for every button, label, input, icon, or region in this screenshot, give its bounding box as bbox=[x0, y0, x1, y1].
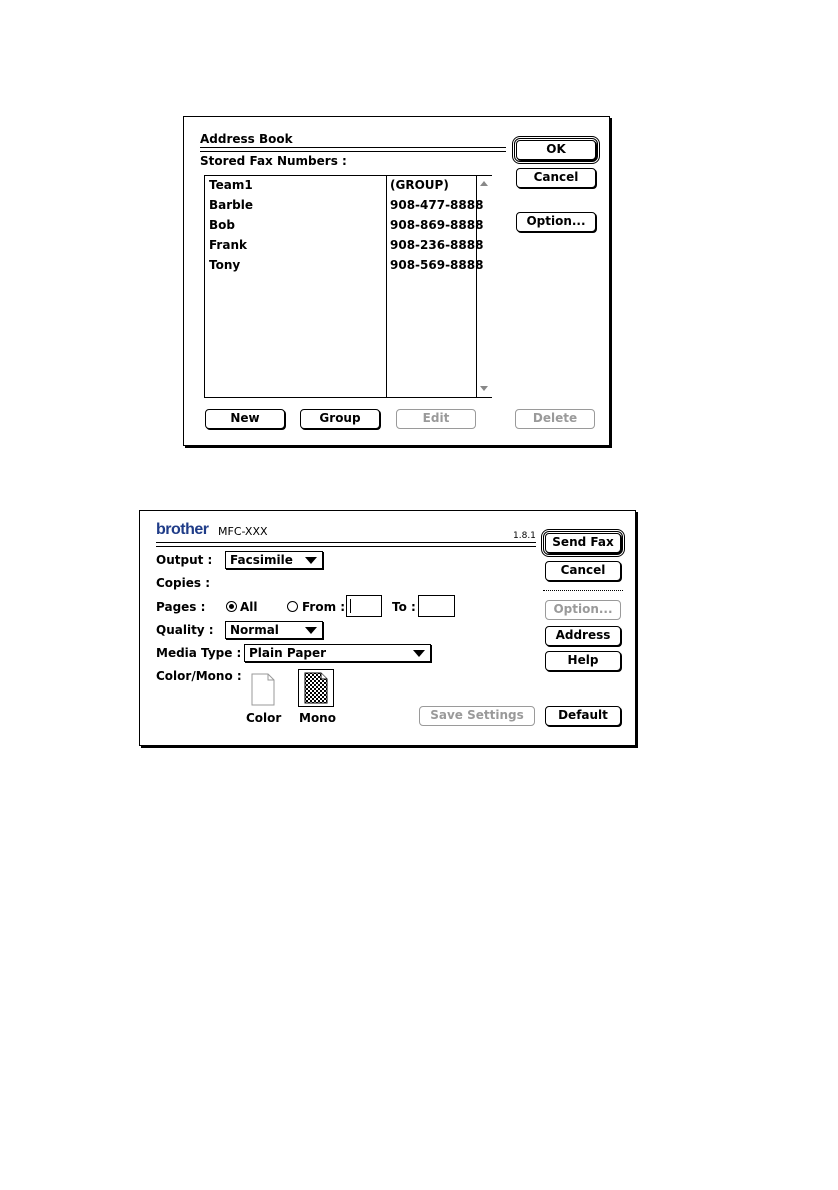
fax-print-dialog bbox=[139, 510, 636, 746]
output-value: Facsimile bbox=[230, 553, 293, 567]
chevron-down-icon bbox=[413, 650, 425, 657]
pages-all-radio[interactable] bbox=[226, 601, 237, 612]
quality-select[interactable] bbox=[225, 621, 323, 639]
fax-number-list[interactable] bbox=[204, 175, 492, 398]
color-option[interactable] bbox=[243, 671, 283, 727]
address-button[interactable]: Address bbox=[545, 626, 621, 646]
pages-label: Pages : bbox=[156, 600, 206, 614]
model-name: MFC-XXX bbox=[218, 525, 268, 538]
pages-from-radio[interactable] bbox=[287, 601, 298, 612]
media-type-label: Media Type : bbox=[156, 646, 242, 660]
copies-label: Copies : bbox=[156, 576, 211, 590]
entry-name: Barble bbox=[209, 198, 254, 212]
cancel-button[interactable]: Cancel bbox=[545, 561, 621, 581]
brand-logo: brother bbox=[156, 521, 209, 538]
media-type-value: Plain Paper bbox=[249, 646, 327, 660]
version-label: 1.8.1 bbox=[513, 531, 536, 541]
option-button[interactable]: Option... bbox=[545, 600, 621, 620]
dialog-title: Address Book bbox=[200, 132, 293, 146]
quality-label: Quality : bbox=[156, 623, 214, 637]
scroll-up-arrow-icon[interactable] bbox=[480, 181, 488, 186]
delete-button[interactable]: Delete bbox=[515, 409, 595, 429]
mono-label: Mono bbox=[299, 711, 336, 725]
ok-button[interactable]: OK bbox=[516, 140, 596, 160]
color-label: Color bbox=[246, 711, 282, 725]
title-divider bbox=[200, 147, 506, 152]
save-settings-button[interactable]: Save Settings bbox=[419, 706, 535, 726]
entry-number: 908-477-8888 bbox=[390, 198, 484, 212]
to-page-field[interactable] bbox=[418, 595, 455, 617]
entry-number: 908-869-8888 bbox=[390, 218, 484, 232]
dotted-separator bbox=[543, 590, 623, 591]
help-button[interactable]: Help bbox=[545, 651, 621, 671]
default-button[interactable]: Default bbox=[545, 706, 621, 726]
chevron-down-icon bbox=[305, 557, 317, 564]
chevron-down-icon bbox=[305, 627, 317, 634]
option-button[interactable]: Option... bbox=[516, 212, 596, 232]
list-row[interactable] bbox=[205, 258, 484, 276]
cancel-button[interactable]: Cancel bbox=[516, 168, 596, 188]
from-page-field[interactable] bbox=[346, 595, 382, 617]
entry-number: (GROUP) bbox=[390, 178, 449, 192]
entry-name: Bob bbox=[209, 218, 235, 232]
output-label: Output : bbox=[156, 553, 213, 567]
group-button[interactable]: Group bbox=[300, 409, 380, 429]
media-type-select[interactable] bbox=[244, 644, 431, 662]
new-button[interactable]: New bbox=[205, 409, 285, 429]
pages-to-label: To : bbox=[392, 600, 416, 614]
send-fax-button[interactable]: Send Fax bbox=[545, 533, 621, 553]
mono-option[interactable] bbox=[296, 669, 336, 727]
text-cursor bbox=[350, 599, 351, 613]
list-row[interactable] bbox=[205, 198, 484, 216]
blank-page-icon bbox=[248, 673, 278, 707]
stored-fax-label: Stored Fax Numbers : bbox=[200, 154, 347, 168]
address-book-dialog bbox=[183, 116, 610, 446]
edit-button[interactable]: Edit bbox=[396, 409, 476, 429]
entry-name: Team1 bbox=[209, 178, 253, 192]
list-row[interactable] bbox=[205, 178, 475, 196]
list-row[interactable] bbox=[205, 218, 484, 236]
scroll-down-arrow-icon[interactable] bbox=[480, 386, 488, 391]
list-row[interactable] bbox=[205, 238, 484, 256]
entry-number: 908-569-8888 bbox=[390, 258, 484, 272]
entry-number: 908-236-8888 bbox=[390, 238, 484, 252]
entry-name: Frank bbox=[209, 238, 247, 252]
quality-value: Normal bbox=[230, 623, 279, 637]
title-divider bbox=[156, 542, 536, 547]
entry-name: Tony bbox=[209, 258, 241, 272]
pages-all-label: All bbox=[240, 600, 258, 614]
color-mono-label: Color/Mono : bbox=[156, 669, 242, 683]
pages-from-label: From : bbox=[302, 600, 346, 614]
checkered-page-icon bbox=[302, 672, 330, 704]
output-select[interactable] bbox=[225, 551, 323, 569]
